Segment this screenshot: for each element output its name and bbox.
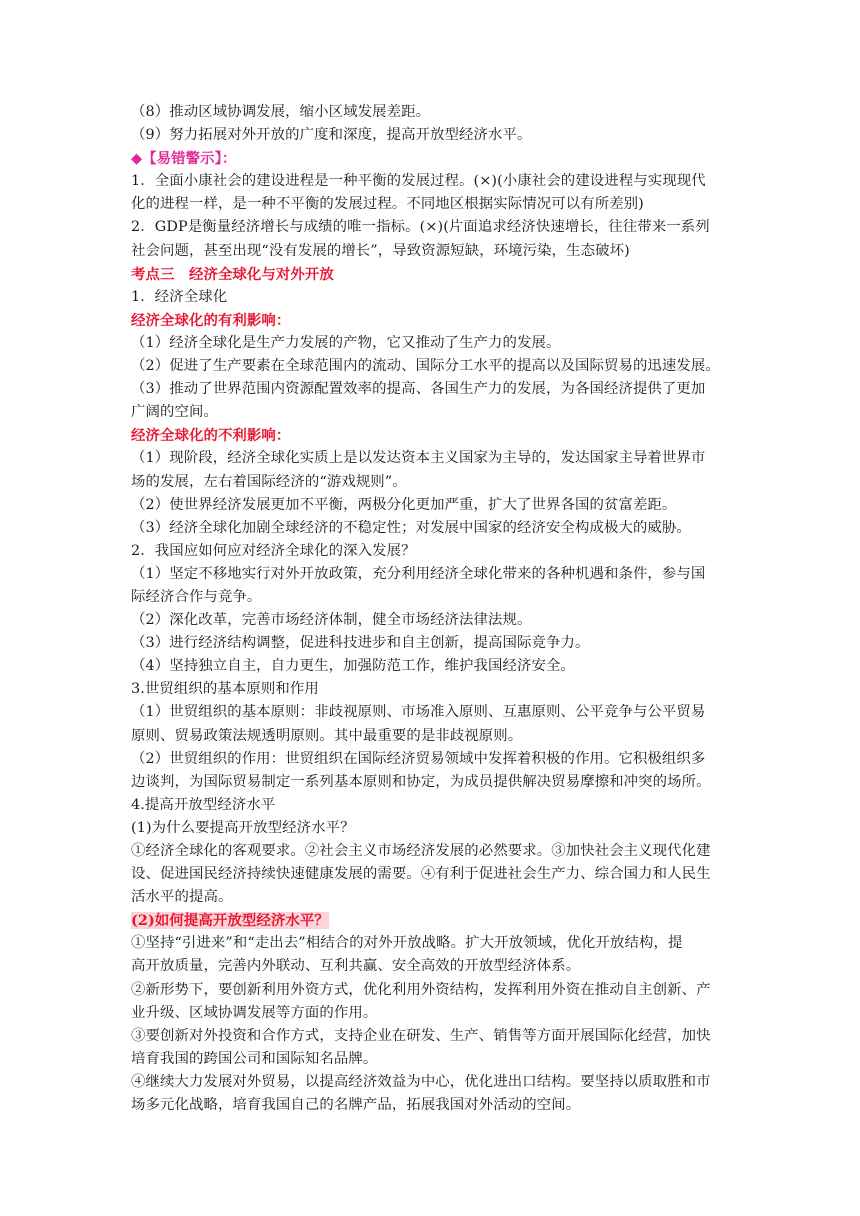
text-line: （2）使世界经济发展更加不平衡，两极分化更加严重，扩大了世界各国的贫富差距。 (131, 496, 677, 513)
text-line: 活水平的提高。 (131, 889, 233, 906)
highlighted-heading: (2)如何提高开放型经济水平？ (131, 912, 329, 930)
text-line: 3.世贸组织的基本原则和作用 (131, 681, 319, 698)
text-line: （2）促进了生产要素在全球范围内的流动、国际分工水平的提高以及国际贸易的迅速发展。 (131, 358, 720, 375)
text-line: 2．我国应如何应对经济全球化的深入发展？ (131, 542, 416, 559)
text-line: 社会问题，甚至出现“没有发展的增长”，导致资源短缺，环境污染，生态破坏) (131, 242, 630, 259)
text-line: 1．全面小康社会的建设进程是一种平衡的发展过程。(×)(小康社会的建设进程与实现现代 (131, 173, 706, 190)
text-line: 1．经济全球化 (131, 288, 228, 305)
text-line: 场多元化战略，培育我国自己的名牌产品，拓展我国对外活动的空间。 (131, 1097, 581, 1114)
text-line: 业升级、区域协调发展等方面的作用。 (131, 1004, 378, 1021)
text-line: （1）世贸组织的基本原则：非歧视原则、市场准入原则、互惠原则、公平竞争与公平贸易 (131, 704, 706, 721)
text-line: （3）经济全球化加剧全球经济的不稳定性；对发展中国家的经济安全构成极大的威胁。 (131, 519, 691, 536)
text-line: （1）经济全球化是生产力发展的产物，它又推动了生产力的发展。 (131, 334, 561, 351)
text-line: 培育我国的跨国公司和国际知名品牌。 (131, 1050, 378, 1067)
document-page (131, 101, 731, 1117)
text-line: 设、促进国民经济持续快速健康发展的需要。④有利于促进社会生产力、综合国力和人民生 (131, 866, 711, 883)
section-heading: ◆【易错警示】： (131, 150, 237, 168)
text-line: （2）世贸组织的作用：世贸组织在国际经济贸易领域中发挥着积极的作用。它积极组织多 (131, 750, 706, 767)
text-line: ②新形势下，要创新利用外资方式，优化利用外资结构，发挥利用外资在推动自主创新、产 (131, 981, 711, 998)
text-line: ①经济全球化的客观要求。②社会主义市场经济发展的必然要求。③加快社会主义现代化建 (131, 843, 711, 859)
text-line: 4.提高开放型经济水平 (131, 796, 276, 813)
text-line: (1)为什么要提高开放型经济水平？ (131, 819, 355, 836)
section-heading: 经济全球化的有利影响： (131, 311, 291, 329)
text-line: 广阔的空间。 (131, 404, 218, 421)
text-line: 边谈判，为国际贸易制定一系列基本原则和协定，为成员提供解决贸易摩擦和冲突的场所。 (131, 773, 711, 790)
section-heading: 经济全球化的不利影响： (131, 427, 291, 445)
text-line: 原则、贸易政策法规透明原则。其中最重要的是非歧视原则。 (131, 727, 523, 744)
text-line: ①坚持“引进来”和“走出去”相结合的对外开放战略。扩大开放领域，优化开放结构，提 (131, 935, 683, 952)
text-line: ③要创新对外投资和合作方式，支持企业在研发、生产、销售等方面开展国际化经营，加快 (131, 1027, 711, 1044)
text-line: （8）推动区域协调发展，缩小区域发展差距。 (131, 104, 431, 120)
text-line: 高开放质量，完善内外联动、互利共赢、安全高效的开放型经济体系。 (131, 958, 581, 975)
text-line: （9）努力拓展对外开放的广度和深度，提高开放型经济水平。 (131, 127, 532, 144)
text-line: （2）深化改革，完善市场经济体制，健全市场经济法律法规。 (131, 612, 532, 629)
text-line: （1）现阶段，经济全球化实质上是以发达资本主义国家为主导的，发达国家主导着世界市 (131, 450, 706, 467)
text-line: 际经济合作与竞争。 (131, 588, 262, 605)
text-line: 化的进程一样，是一种不平衡的发展过程。不同地区根据实际情况可以有所差别) (131, 196, 644, 213)
text-line: 2．GDP是衡量经济增长与成绩的唯一指标。(×)(片面追求经济快速增长，往往带来一系列 (131, 219, 710, 236)
text-line: ④继续大力发展对外贸易，以提高经济效益为中心，优化进出口结构。要坚持以质取胜和市 (131, 1073, 711, 1090)
text-line: （1）坚定不移地实行对外开放政策，充分利用经济全球化带来的各种机遇和条件，参与国 (131, 565, 706, 582)
text-line (131, 909, 731, 932)
text-line: （3）推动了世界范围内资源配置效率的提高、各国生产力的发展，为各国经济提供了更加 (131, 381, 706, 398)
text-line: 场的发展，左右着国际经济的“游戏规则”。 (131, 473, 407, 490)
section-heading: 考点三 经济全球化与对外开放 (131, 265, 334, 283)
text-line: （4）坚持独立自主，自力更生，加强防范工作，维护我国经济安全。 (131, 658, 575, 675)
text-line: （3）进行经济结构调整，促进科技进步和自主创新，提高国际竞争力。 (131, 635, 590, 652)
